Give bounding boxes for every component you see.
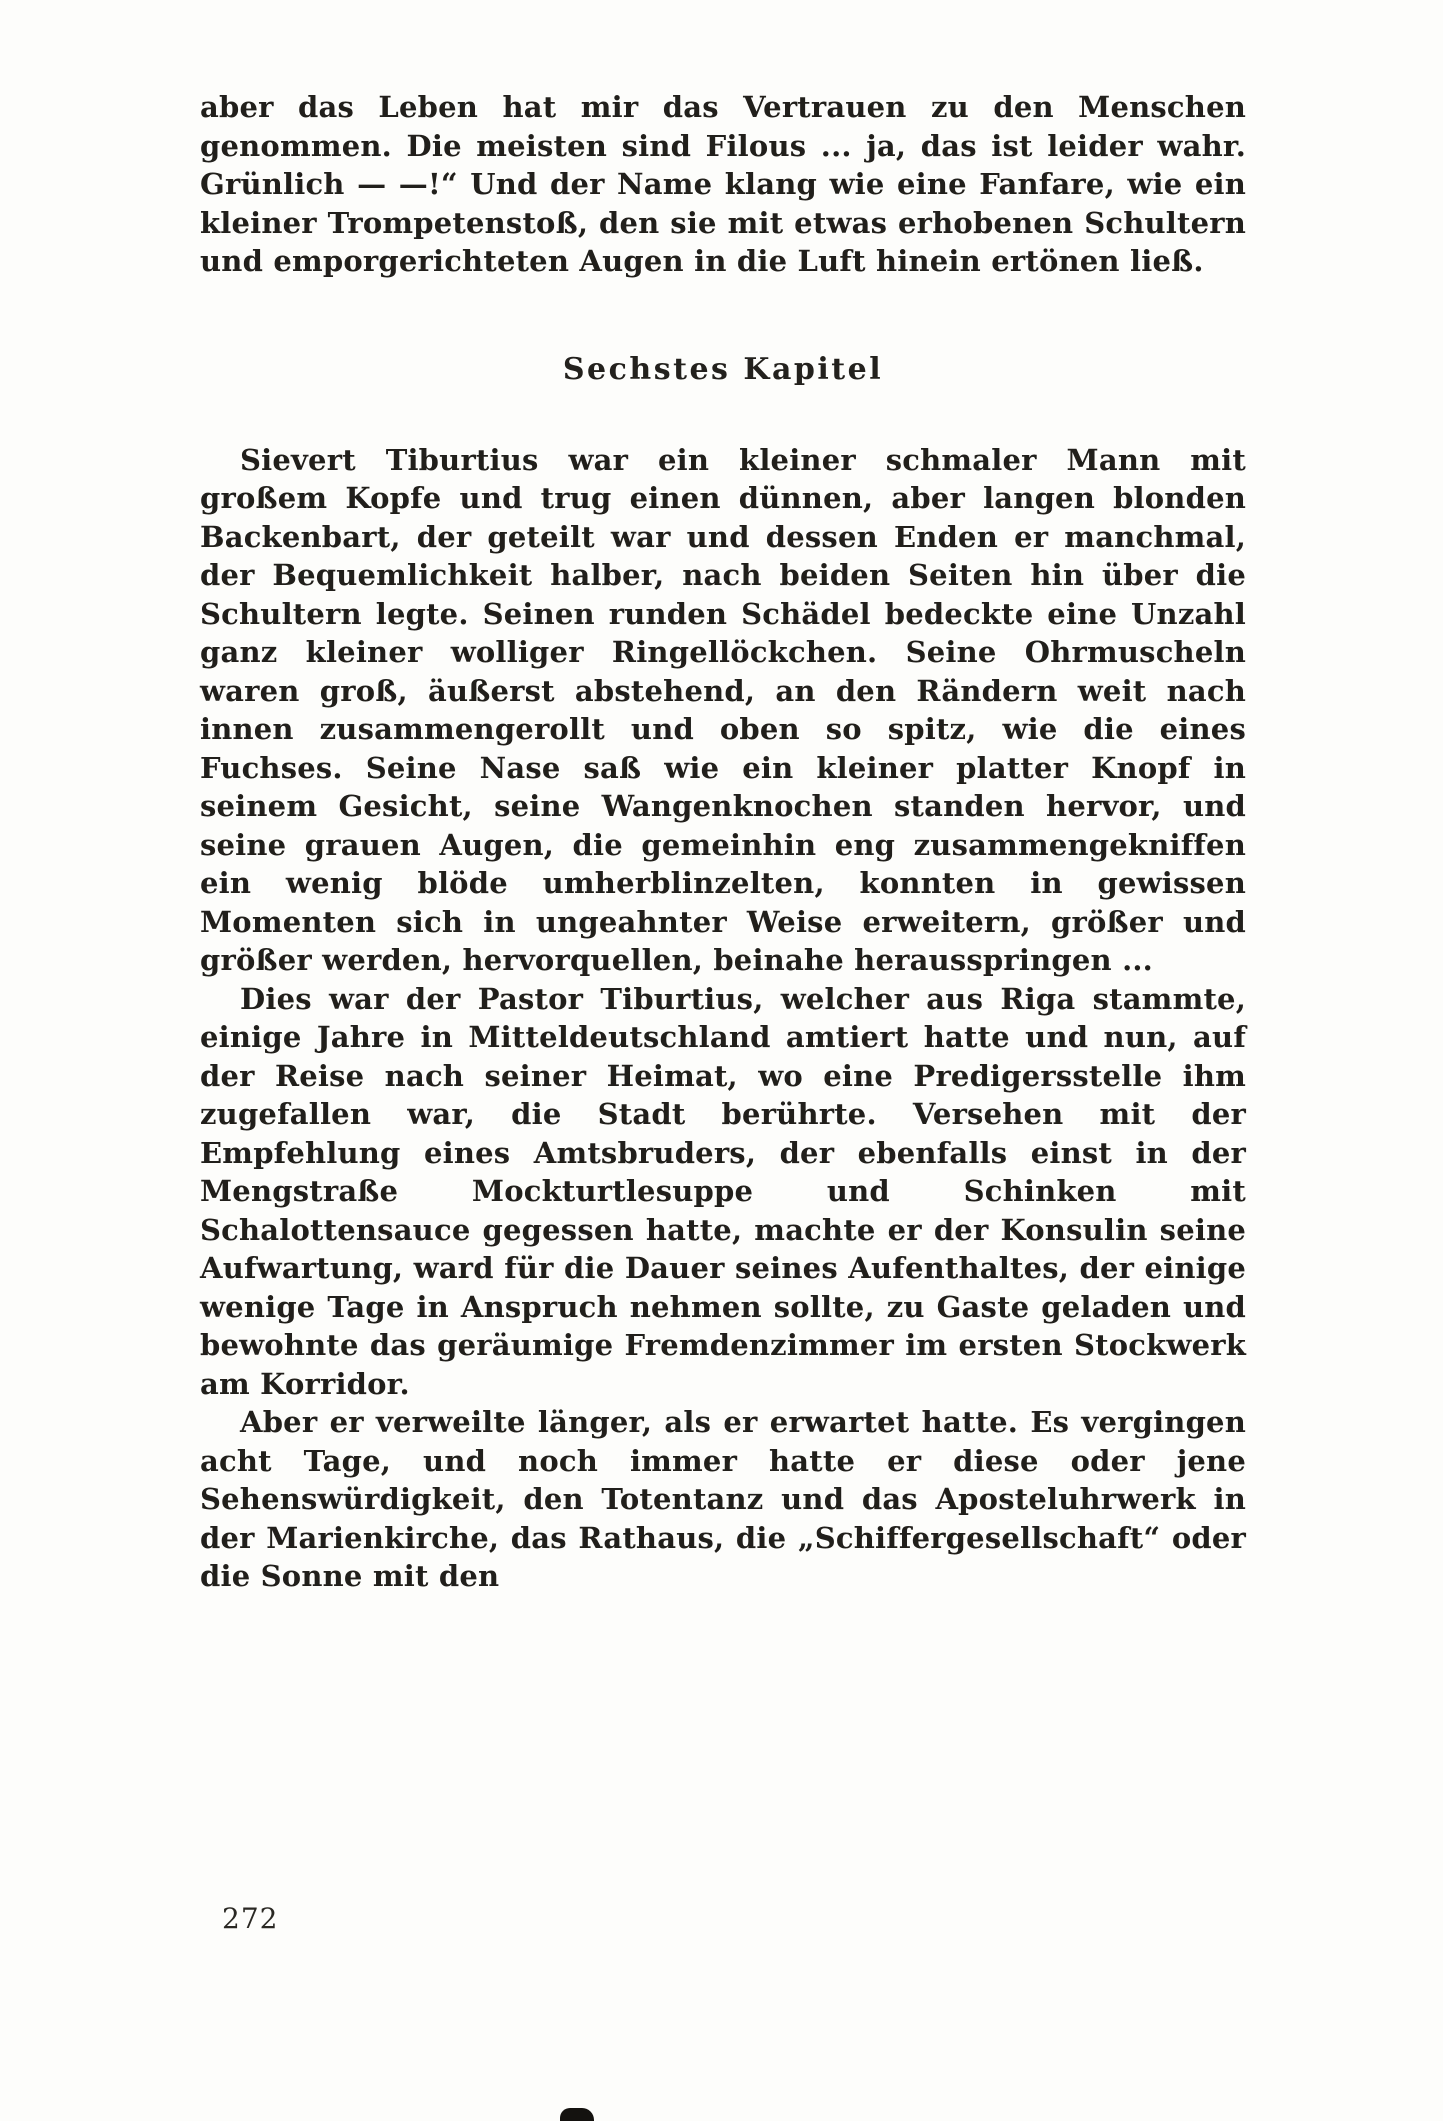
paragraph-continuation: aber das Leben hat mir das Vertrauen zu den Menschen genommen. Die meisten sind Filous ... ja, das ist leider wahr. Grünlich — —!“ Und der Name klang wie eine Fanfare, wie ein kleiner Trompetenstoß, den sie mit etwas erhobenen Schultern und emporgerichteten Augen in die Luft hinein ertönen ließ.	[200, 90, 1246, 278]
text-block	[200, 88, 1246, 1596]
paragraph: Dies war der Pastor Tiburtius, welcher aus Riga stammte, einige Jahre in Mitteldeutschland amtiert hatte und nun, auf der Reise nach seiner Heimat, wo eine Predigersstelle ihm zugefallen war, die Stadt berührte. Versehen mit der Empfehlung eines Amtsbruders, der ebenfalls einst in der Mengstraße Mockturtlesuppe und Schinken mit Schalottensauce gegessen hatte, machte er der Konsulin seine Aufwartung, ward für die Dauer seines Aufenthaltes, der einige wenige Tage in Anspruch nehmen sollte, zu Gaste geladen und bewohnte das geräumige Fremdenzimmer im ersten Stockwerk am Korridor.	[200, 981, 1246, 1401]
paragraph: Aber er verweilte länger, als er erwartet hatte. Es vergingen acht Tage, und noch immer hatte er diese oder jene Sehenswürdigkeit, den Totentanz und das Aposteluhrwerk in der Marienkirche, das Rathaus, die „Schiffergesellschaft“ oder die Sonne mit den	[200, 1405, 1246, 1593]
scan-artifact	[560, 2108, 594, 2121]
paragraph: Sievert Tiburtius war ein kleiner schmaler Mann mit großem Kopfe und trug einen dünnen, aber langen blonden Backenbart, der geteilt war und dessen Enden er manchmal, der Bequemlichkeit halber, nach beiden Seiten hin über die Schultern legte. Seinen runden Schädel bedeckte eine Unzahl ganz kleiner wolliger Ringellöckchen. Seine Ohrmuscheln waren groß, äußerst abstehend, an den Rändern weit nach innen zusammengerollt und oben so spitz, wie die eines Fuchses. Seine Nase saß wie ein kleiner platter Knopf in seinem Gesicht, seine Wangenknochen standen hervor, und seine grauen Augen, die gemeinhin eng zusammengekniffen ein wenig blöde umherblinzelten, konnten in gewissen Momenten sich in ungeahnter Weise erweitern, größer und größer werden, hervorquellen, beinahe herausspringen ...	[200, 442, 1246, 977]
page-number: 272	[222, 1902, 279, 1935]
chapter-heading: Sechstes Kapitel	[562, 351, 884, 387]
